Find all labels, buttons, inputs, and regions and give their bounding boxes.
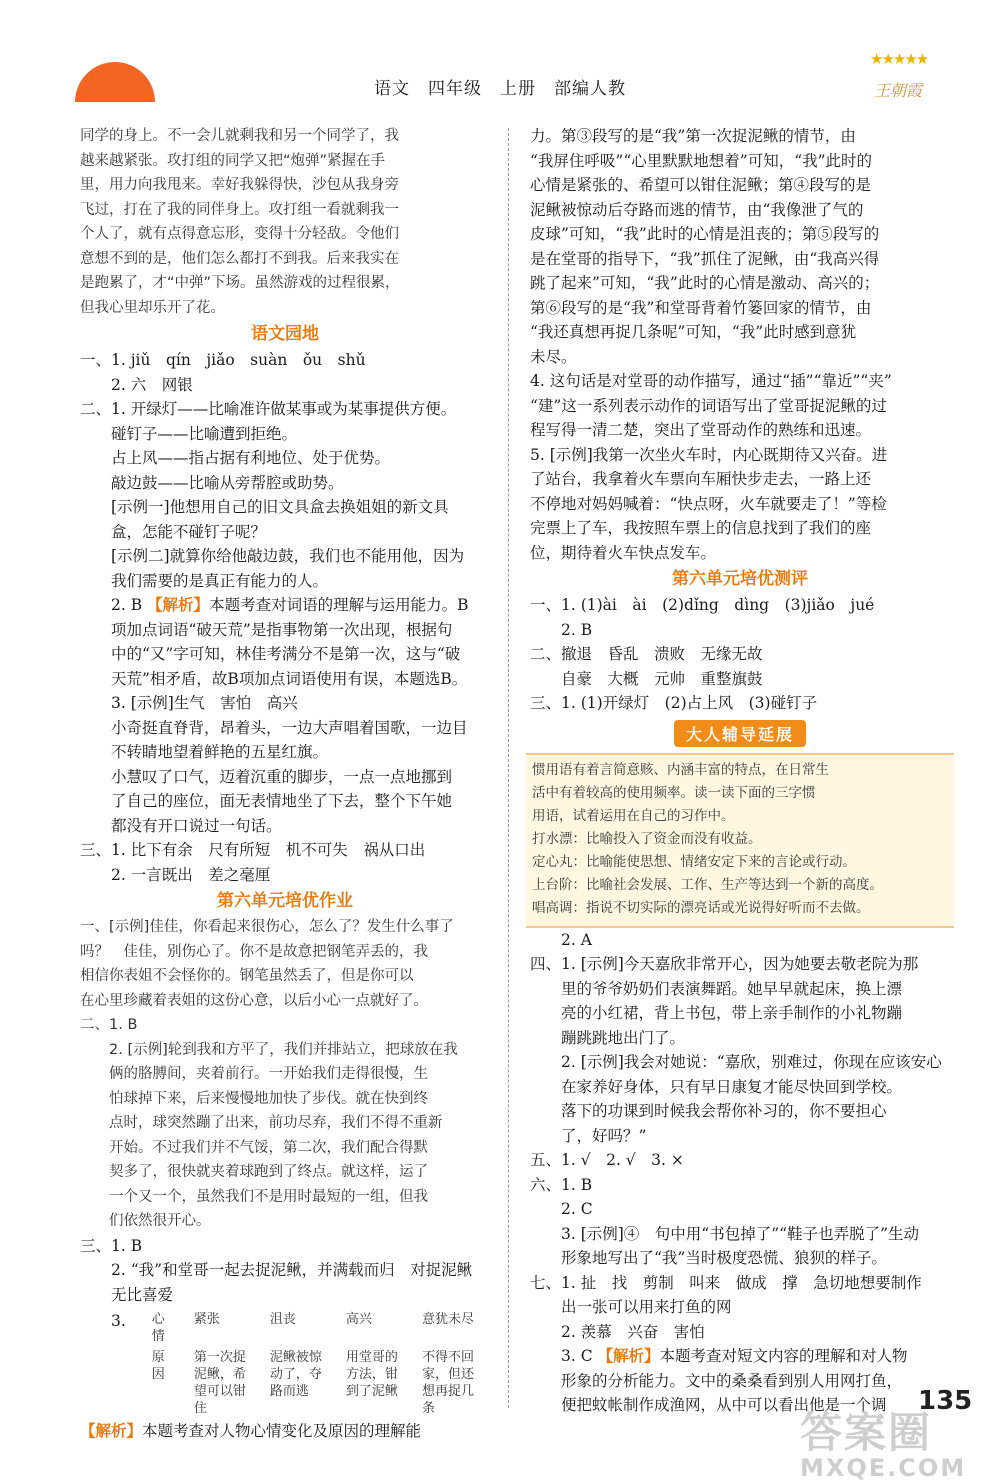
answer-line: 【解析】本题考查对人物心情变化及原因的理解能 <box>80 1421 422 1440</box>
text-line: 越来越紧张。攻打组的同学又把“炮弹”紧握在手 <box>80 152 386 169</box>
table-cell: 不得不回家，但还想再捉几条 <box>421 1350 474 1416</box>
text-line: 泥鳅被惊动后夺路而逃的情节，由“我像泄了气的 <box>530 200 864 219</box>
text-line: 七、1. 扯 找 剪制 叫来 做成 撑 急切地想要制作 <box>530 1273 922 1292</box>
logo-text: 王朝霞 <box>874 81 923 100</box>
homework-q2-answer <box>80 1013 490 1234</box>
right-column <box>530 124 950 1418</box>
text-line: 3. [示例]生气 害怕 高兴 <box>80 694 298 712</box>
text-line: 俩的胳膊间，夹着前行。一开始我们走得很慢，生 <box>80 1066 428 1082</box>
text-line: 开始。不过我们并不气馁，第二次，我们配合得默 <box>80 1139 428 1156</box>
text-line: 在心里珍藏着表姐的这份心意，以后小心一点就好了。 <box>80 992 428 1009</box>
section-title-homework: 第六单元培优作业 <box>217 891 353 911</box>
text-line: 三、1. (1)开绿灯 (2)占上风 (3)碰钉子 <box>530 694 818 712</box>
text-line: 2. C <box>530 1200 593 1218</box>
text-line: 跳了起来”可知，“我”此时的心情是激动、高兴的； <box>530 274 880 292</box>
essay-continuation <box>80 124 490 320</box>
table-cell: 第一次捉泥鳅，希望可以钳住 <box>193 1350 246 1416</box>
text-line: 项加点词语“破天荒”是指事物第一次出现，根据句 <box>80 620 453 639</box>
text-line: 亮的小红裙，背上书包，带上亲手制作的小礼物蹦 <box>530 1004 903 1022</box>
table-cell: 泥鳅被惊动了，夺路而逃 <box>269 1350 322 1399</box>
text-line: 4. 这句话是对堂哥的动作描写，通过“插”“靠近”“夹” <box>530 372 892 390</box>
text-line: 出一张可以用来打鱼的网 <box>530 1298 732 1316</box>
analysis-tag: 【解析】 <box>80 1421 143 1440</box>
text-line: 2. 六 网银 <box>80 375 193 394</box>
text-line: 六、1. B <box>530 1175 593 1194</box>
text-line: 同学的身上。不一会儿就剩我和另一个同学了，我 <box>80 128 399 144</box>
text-line: 里，用力向我甩来。幸好我躲得快，沙包从我身旁 <box>80 177 399 193</box>
text-line: [示例一]他想用自己的旧文具盒去换姐姐的新文具 <box>80 498 449 516</box>
table-cell: 意犹未尽 <box>421 1312 474 1327</box>
text-line: 5. [示例]我第一次坐火车时，内心既期待又兴奋。进 <box>530 445 888 464</box>
text-line: 小奇挺直脊背，昂着头，一边大声唱着国歌，一边目 <box>80 718 468 737</box>
text-line: 我们需要的是真正有能力的人。 <box>80 571 329 590</box>
text-line: 一、1. (1)ài ài (2)dǐng dìng (3)jiǎo jué <box>530 596 875 614</box>
table-cell: 原 因 <box>151 1350 178 1382</box>
homework-q3-answer <box>80 1234 490 1308</box>
stars-icon: ★★★★★ <box>870 50 928 68</box>
text-line: 落下的功课到时候我会帮你补习的，你不要担心 <box>530 1102 887 1120</box>
section-title-yuwen-yuandi: 语文园地 <box>251 324 319 344</box>
text-line: 们依然很开心。 <box>80 1213 211 1229</box>
text-line: 上台阶：比喻社会发展、工作、生产等达到一个新的高度。 <box>532 876 883 893</box>
text-line: 2. “我”和堂哥一起去捉泥鳅，并满载而归 对捉泥鳅 <box>80 1261 473 1279</box>
text-line: 吗？ 佳佳，别伤心了。你不是故意把钢笔弄丢的，我 <box>80 943 428 960</box>
text-line: 二、撤退 昏乱 溃败 无缘无故 <box>530 645 763 663</box>
text-line: 唱高调：指说不切实际的漂亮话或光说得好听而不去做。 <box>532 899 870 916</box>
answer-line: 2. B 【解析】本题考查对词语的理解与运用能力。B <box>80 595 469 614</box>
answer-line: 3. C 【解析】本题考查对短文内容的理解和对人物 <box>530 1346 908 1365</box>
section-title-test: 第六单元培优测评 <box>672 569 808 589</box>
test-answers <box>530 593 950 716</box>
homework-q1-answer <box>80 915 490 1013</box>
text-line: 都没有开口说过一句话。 <box>80 816 282 835</box>
mood-table <box>144 1309 490 1419</box>
text-line: 五、1. √ 2. √ 3. × <box>530 1151 684 1169</box>
test-answers-continued <box>530 928 950 1345</box>
table-cell: 用堂哥的方法，钳到了泥鳅 <box>345 1350 398 1399</box>
text-line: 盒，怎能不碰钉子呢？ <box>80 522 267 541</box>
text-line: 里的爷爷奶奶们表演舞蹈。她早早就起床，换上漂 <box>530 979 903 998</box>
analysis-tag: 【解析】 <box>147 595 210 614</box>
text-line: 活中有着较高的使用频率。读一读下面的三字惯 <box>532 784 816 801</box>
analysis-continuation <box>530 124 950 565</box>
column-divider <box>508 128 509 1408</box>
text-line: 程写得一清二楚，突出了堂哥动作的熟练和迅速。 <box>530 421 872 439</box>
text-line: 定心丸：比喻能使思想、情绪安定下来的言论或行动。 <box>532 853 856 870</box>
text-line: 碰钉子——比喻遭到拒绝。 <box>80 424 298 443</box>
text-line: 位，期待着火车快点发车。 <box>530 543 717 562</box>
text-line: 2. 一言既出 差之毫厘 <box>80 865 271 884</box>
text-line: 四、1. [示例]今天嘉欣非常开心，因为她要去敬老院为那 <box>530 955 919 973</box>
text-line: 三、1. B <box>80 1236 143 1255</box>
table-cell: 高兴 <box>345 1312 372 1327</box>
analysis-answers <box>80 618 490 888</box>
text-line: 了自己的座位，面无表情地坐了下去，整个下午她 <box>80 792 453 810</box>
text-line: 2. [示例]我会对她说：“嘉欣，别难过，你现在应该安心 <box>530 1053 942 1071</box>
text-line: 敲边鼓——比喻从旁帮腔或助势。 <box>80 473 344 492</box>
text-line: “我屏住呼吸”“心里默默地想着”可知，“我”此时的 <box>530 151 873 170</box>
yuwen-yuandi-answers <box>80 348 490 593</box>
left-column <box>80 124 490 1444</box>
text-line: 天荒”相矛盾，故B项加点词语使用有误，本题选B。 <box>80 669 468 688</box>
table-cell: 心 情 <box>151 1312 178 1344</box>
analysis-tag: 【解析】 <box>597 1346 660 1365</box>
page-header: 语文 四年级 上册 部编人教 <box>374 79 626 99</box>
text-line: 二、1. B <box>80 1017 138 1033</box>
text-line: 个人了，就有点得意忘形，变得十分轻敌。令他们 <box>80 226 399 242</box>
text-line: 相信你表姐不会怪你的。钢笔虽然丢了，但是你可以 <box>80 968 414 984</box>
text-line: 占上风——指占据有利地位、处于优势。 <box>80 449 391 467</box>
text-line: 打水漂：比喻投入了资金而没有收益。 <box>532 830 762 847</box>
text-line: 心情是紧张的、希望可以钳住泥鳅；第④段写的是 <box>530 176 872 194</box>
text-line: 力。第③段写的是“我”第一次捉泥鳅的情节，由 <box>530 127 856 145</box>
text-line: [示例二]就算你给他敲边鼓，我们也不能用他，因为 <box>80 547 465 565</box>
text-line: 点时，球突然蹦了出来，前功尽弃，我们不得不重新 <box>80 1115 443 1131</box>
text-line: 未尽。 <box>530 347 577 366</box>
text-line: 怕球掉下来，后来慢慢地加快了步伐。就在快到终 <box>80 1090 428 1107</box>
text-line: 在家养好身体，只有早日康复才能尽快回到学校。 <box>530 1077 903 1096</box>
text-line: 一个又一个，虽然我们不是用时最短的一组，但我 <box>80 1188 428 1205</box>
text-line: 形象地写出了“我”当时极度恐慌、狼狈的样子。 <box>530 1249 887 1267</box>
table-cell: 沮丧 <box>269 1312 296 1327</box>
brand-logo <box>862 50 942 106</box>
text-line: 意想不到的是，他们怎么都打不到我。后来我实在 <box>80 250 399 267</box>
text-line: “建”这一系列表示动作的词语写出了堂哥捉泥鳅的过 <box>530 396 887 415</box>
text-line: 惯用语有着言简意赅、内涵丰富的特点，在日常生 <box>532 761 829 778</box>
text-line: 蹦跳跳地出门了。 <box>530 1028 686 1047</box>
text-line: 3. [示例]④ 句中用“书包掉了”“鞋子也弄脱了”生动 <box>530 1224 920 1243</box>
text-line: “我还真想再捉几条呢”可知，“我”此时感到意犹 <box>530 323 857 341</box>
parent-guidance-banner: 大人辅导延展 <box>674 720 806 747</box>
text-line: 一、1. jiǔ qín jiǎo suàn ǒu shǔ <box>80 351 366 369</box>
text-line: 2. A <box>530 930 592 949</box>
watermark: 答案圈 MXQE.COM <box>800 1408 967 1482</box>
text-line: 完票上了车，我按照车票上的信息找到了我们的座 <box>530 519 872 537</box>
table-label: 3. <box>80 1312 126 1330</box>
text-line: 二、1. 开绿灯——比喻准许做某事或为某事提供方便。 <box>80 400 457 418</box>
text-line: 了，好吗？” <box>530 1126 647 1145</box>
text-line: 飞过，打在了我的同伴身上。攻打组一看就剩我一 <box>80 201 399 218</box>
text-line: 不转睛地望着鲜艳的五星红旗。 <box>80 743 329 761</box>
text-line: 2. B <box>530 620 593 639</box>
text-line: 便把蚊帐制作成渔网，从中可以看出他是一个调 <box>530 1396 887 1414</box>
text-line: 是跑累了，才“中弹”下场。虽然游戏的过程很累， <box>80 275 400 291</box>
text-line: 2. 羡慕 兴奋 害怕 <box>530 1322 705 1341</box>
text-line: 第⑥段写的是“我”和堂哥背着竹篓回家的情节，由 <box>530 298 872 317</box>
text-line: 三、1. 比下有余 尺有所短 机不可失 祸从口出 <box>80 841 426 859</box>
text-line: 无比喜爱 <box>80 1285 174 1304</box>
text-line: 用语，试着运用在自己的习作中。 <box>532 807 735 824</box>
text-line: 中的“又”字可知，林佳考满分不是第一次，这与“破 <box>80 645 461 663</box>
page-number: 135 <box>918 1386 973 1416</box>
text-line: 自豪 大概 元帅 重整旗鼓 <box>530 669 763 688</box>
extension-box <box>526 753 954 928</box>
text-line: 但我心里却乐开了花。 <box>80 299 225 316</box>
text-line: 2. [示例]轮到我和方平了，我们并排站立，把球放在我 <box>80 1041 458 1058</box>
text-line: 了站台，我拿着火车票向车厢快步走去，一路上还 <box>530 470 872 488</box>
text-line: 不停地对妈妈喊着：“快点呀，火车就要走了！”等检 <box>530 494 887 513</box>
text-line: 一、[示例]佳佳，你看起来很伤心，怎么了？发生什么事了 <box>80 919 454 935</box>
table-cell: 紧张 <box>193 1312 220 1327</box>
text-line: 契多了，很快就夹着球跑到了终点。就这样，运了 <box>80 1164 428 1180</box>
text-line: 形象的分析能力。文中的桑桑看到别人用网打鱼， <box>530 1371 903 1390</box>
text-line: 小慧叹了口气，迈着沉重的脚步，一点一点地挪到 <box>80 767 453 786</box>
text-line: 是在堂哥的指导下，“我”抓住了泥鳅，由“我高兴得 <box>530 249 880 268</box>
text-line: 皮球”可知，“我”此时的心情是沮丧的；第⑤段写的 <box>530 225 880 243</box>
